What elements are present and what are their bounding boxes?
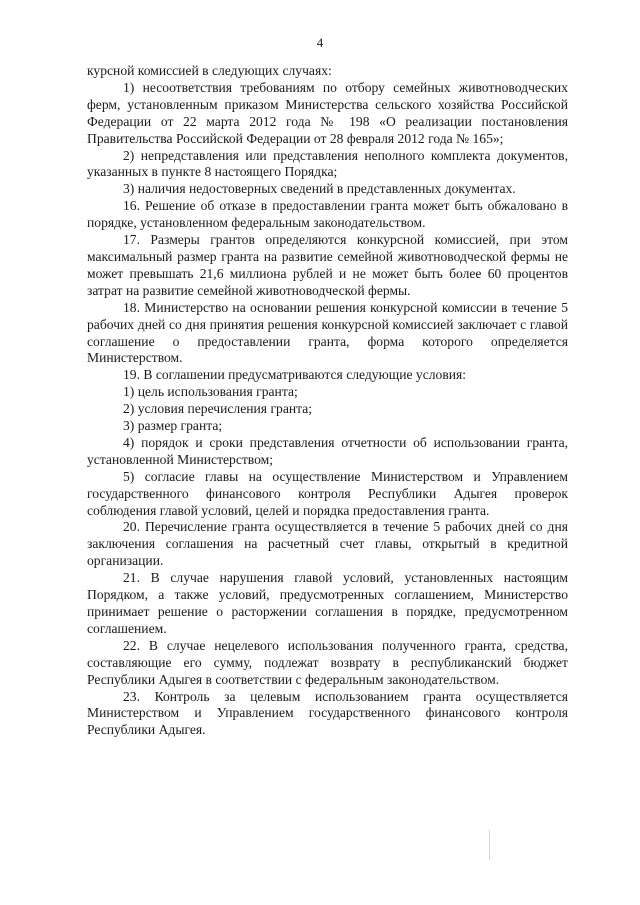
- clause-19: 19. В соглашении предусматриваются следующие условия:: [123, 367, 467, 383]
- condition-2: 2) условия перечисления гранта;: [123, 401, 313, 417]
- document-body: [87, 63, 568, 739]
- clause-21: 21. В случае нарушения главой условий, установленных настоящим Порядком, а также условий, предусмотренных соглашением, Министерство принимает решение о расторжении соглашения в порядке, предусмотренном соглашением.: [87, 570, 568, 636]
- paragraph-continuation: курсной комиссией в следующих случаях:: [87, 63, 332, 78]
- condition-3: 3) размер гранта;: [123, 418, 223, 434]
- condition-4: 4) порядок и сроки представления отчетности об использовании гранта, установленной Министерством;: [87, 434, 568, 467]
- refusal-reason-2: 2) непредставления или представления неполного комплекта документов, указанных в пункте 8 настоящего Порядка;: [87, 147, 568, 180]
- clause-18: 18. Министерство на основании решения конкурсной комиссии в течение 5 рабочих дней со дня принятия решения конкурсной комиссией заключает с главой соглашение о предоставлении гранта, форма которого определяется Министерством.: [87, 299, 568, 366]
- clause-17: 17. Размеры грантов определяются конкурсной комиссией, при этом максимальный размер гранта на развитие семейной животноводческой фермы не может превышать 21,6 миллиона рублей и не может быть более 60 процентов затрат на развитие семейной животноводческой фермы.: [87, 232, 568, 298]
- clause-23: 23. Контроль за целевым использованием гранта осуществляется Министерством и Управлением государственного финансового контроля Республики Адыгея.: [87, 688, 568, 738]
- clause-20: 20. Перечисление гранта осуществляется в течение 5 рабочих дней со дня заключения соглашения на расчетный счет главы, открытый в кредитной организации.: [87, 519, 568, 569]
- scan-artifact-line: [489, 830, 490, 860]
- clause-22: 22. В случае нецелевого использования полученного гранта, средства, составляющие его сумму, подлежат возврату в республиканский бюджет Республики Адыгея в соответствии с федеральным законодательством.: [87, 637, 568, 687]
- page-number: 4: [316, 35, 324, 50]
- condition-5: 5) согласие главы на осуществление Министерством и Управлением государственного финансового контроля Республики Адыгея проверок соблюдения главой условий, целей и порядка предоставления гранта.: [87, 468, 568, 518]
- clause-16: 16. Решение об отказе в предоставлении гранта может быть обжаловано в порядке, установленном федеральным законодательством.: [87, 198, 568, 231]
- refusal-reason-1: 1) несоответствия требованиям по отбору семейных животноводческих ферм, установленным приказом Министерства сельского хозяйства Российской Федерации от 22 марта 2012 года № 198 «О реализации постановления Правительства Российской Федерации от 28 февраля 2012 года № 165»;: [87, 79, 568, 146]
- condition-1: 1) цель использования гранта;: [123, 384, 298, 400]
- refusal-reason-3: 3) наличия недостоверных сведений в представленных документах.: [123, 181, 516, 197]
